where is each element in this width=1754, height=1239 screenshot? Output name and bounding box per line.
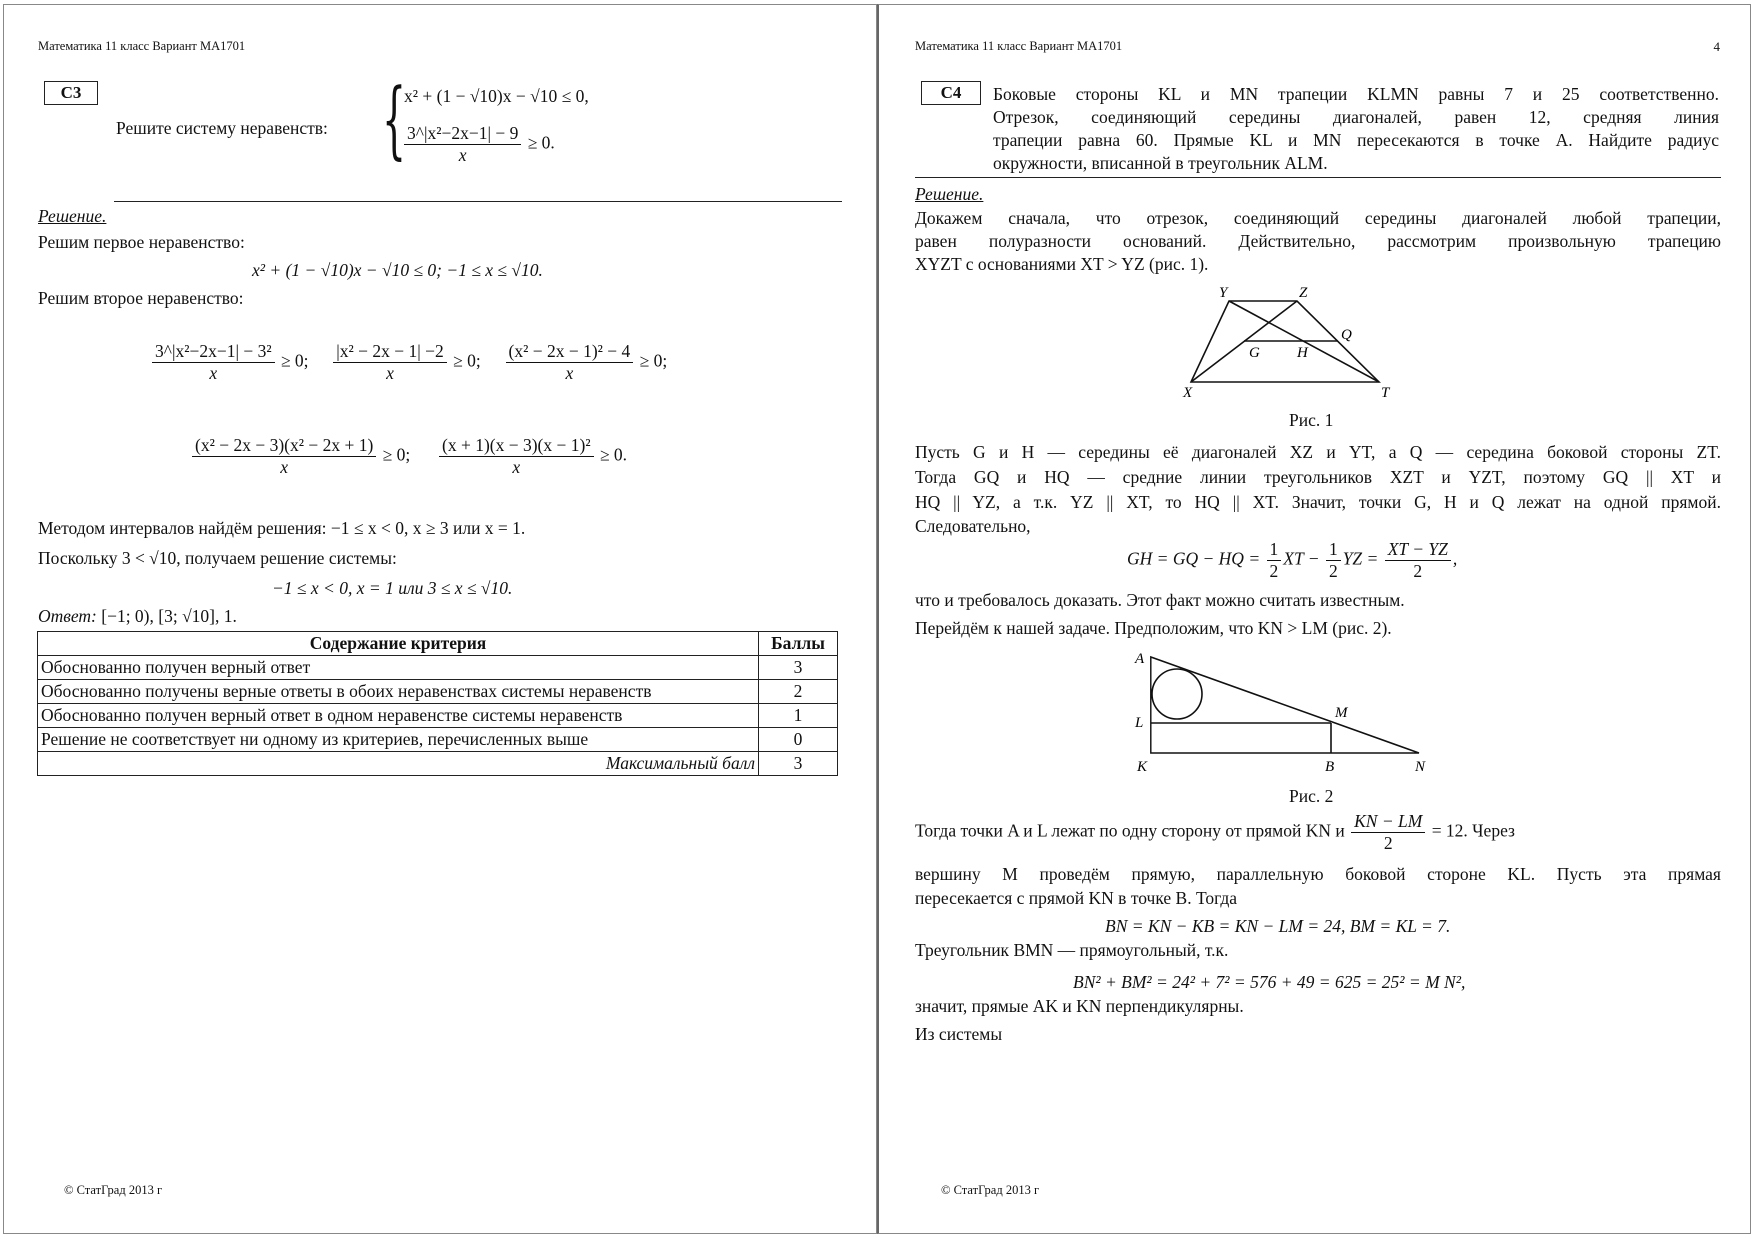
solution-label: Решение.	[38, 206, 107, 226]
system-solution: −1 ≤ x < 0, x = 1 или 3 ≤ x ≤ √10.	[272, 578, 513, 598]
page-header: Математика 11 класс Вариант МА1701	[915, 39, 1123, 53]
task-label-c4: С4	[921, 81, 981, 105]
perpendicular-line: значит, прямые AK и KN перпендикулярны.	[915, 996, 1244, 1016]
gh-yz: YZ =	[1342, 548, 1379, 569]
step1-c-num: (x² − 2x − 1)² − 4	[506, 341, 634, 363]
page-number: 4	[1713, 39, 1720, 54]
gh-xt: XT −	[1283, 548, 1320, 569]
step1-a-den: x	[209, 363, 218, 383]
system-brace: {	[382, 70, 407, 168]
criteria-header-content: Содержание критерия	[38, 632, 759, 656]
criteria-score: 3	[759, 656, 838, 680]
step1-b-num: |x² − 2x − 1| −2	[333, 341, 447, 363]
criteria-score: 0	[759, 728, 838, 752]
eq2-rhs: ≥ 0.	[527, 132, 555, 153]
gh-frac-den: 2	[1413, 561, 1423, 581]
task-line-3: трапеции равна 60. Прямые KL и MN пересекаются в точке A. Найдите радиус	[993, 130, 1719, 150]
label-z: Z	[1299, 285, 1308, 301]
second-inequality-line: Решим второе неравенство:	[38, 288, 244, 308]
triangle-line: Треугольник BMN — прямоугольный, т.к.	[915, 940, 1229, 960]
label-k: K	[1137, 759, 1148, 775]
step2-b-den: x	[512, 457, 521, 477]
fig1-caption: Рис. 1	[1289, 410, 1334, 430]
solution-label: Решение.	[915, 184, 984, 204]
answer-label: Ответ:	[38, 606, 97, 626]
label-y: Y	[1219, 285, 1228, 301]
step2-b-rel: ≥ 0.	[599, 444, 628, 465]
eq2-denominator: x	[458, 145, 467, 165]
figure-2-triangle	[1131, 645, 1431, 775]
step1-a-num: 3^|x²−2x−1| − 3²	[152, 341, 275, 363]
gh-frac-num: XT − YZ	[1385, 539, 1451, 561]
table-row	[38, 680, 838, 704]
fig2-caption: Рис. 2	[1289, 786, 1334, 806]
then-frac-den: 2	[1383, 833, 1393, 853]
intervals-line: Методом интервалов найдём решения: −1 ≤ x < 0, x ≥ 3 или x = 1.	[38, 518, 526, 538]
inscribed-circle	[1152, 669, 1202, 719]
answer-text: [−1; 0), [3; √10], 1.	[101, 606, 237, 626]
max-label: Максимальный балл	[38, 752, 759, 776]
page-footer: © СтатГрад 2013 г	[64, 1183, 163, 1197]
page-footer: © СтатГрад 2013 г	[941, 1183, 1040, 1197]
next-line: Перейдём к нашей задаче. Предположим, что KN > LM (рис. 2).	[915, 618, 1392, 638]
then-text-a: Тогда точки A и L лежат по одну сторону от прямой KN и	[915, 820, 1345, 841]
intro-line-2: равен полуразности оснований. Действительно, рассмотрим произвольную трапецию	[915, 231, 1721, 251]
criteria-header-row	[38, 632, 838, 656]
page-header: Математика 11 класс Вариант МА1701	[38, 39, 246, 53]
gh-comma: ,	[1452, 548, 1458, 569]
criteria-score: 1	[759, 704, 838, 728]
criteria-text: Обоснованно получены верные ответы в обоих неравенствах системы неравенств	[38, 680, 759, 704]
table-row	[38, 704, 838, 728]
figure-1-trapezoid	[1179, 281, 1429, 401]
criteria-text: Обоснованно получен верный ответ в одном неравенстве системы неравенств	[38, 704, 759, 728]
since-line: Поскольку 3 < √10, получаем решение системы:	[38, 548, 397, 568]
answer-line	[38, 605, 237, 628]
criteria-table	[37, 631, 838, 776]
step2-a-num: (x² − 2x − 3)(x² − 2x + 1)	[192, 435, 376, 457]
gh-formula	[1127, 539, 1457, 582]
vertex-line-2: пересекается с прямой KN в точке B. Тогда	[915, 888, 1238, 908]
step1-b-den: x	[386, 363, 394, 383]
intro-line-1: Докажем сначала, что отрезок, соединяющий середины диагоналей любой трапеции,	[915, 208, 1721, 228]
criteria-header-score: Баллы	[759, 632, 838, 656]
divider	[915, 177, 1721, 178]
pythagoras-formula: BN² + BM² = 24² + 7² = 576 + 49 = 625 = 25² = M N²,	[1073, 972, 1466, 992]
half-num: 1	[1326, 539, 1341, 561]
label-q: Q	[1341, 327, 1352, 343]
criteria-text: Обоснованно получен верный ответ	[38, 656, 759, 680]
task-line-1: Боковые стороны KL и MN трапеции KLMN равны 7 и 25 соответственно.	[993, 84, 1719, 104]
label-t: T	[1381, 385, 1390, 401]
label-x: X	[1183, 385, 1193, 401]
task-prompt: Решите систему неравенств:	[116, 118, 328, 138]
step2-row	[190, 435, 627, 478]
vertex-line-1: вершину M проведём прямую, параллельную боковой стороне KL. Пусть эта прямая	[915, 864, 1721, 884]
then-row	[915, 811, 1721, 854]
step1-a-rel: ≥ 0;	[280, 350, 309, 371]
label-l: L	[1135, 715, 1144, 731]
step1-c-rel: ≥ 0;	[639, 350, 668, 371]
system-equation-2	[402, 123, 555, 166]
label-a: A	[1135, 651, 1145, 667]
table-row	[38, 656, 838, 680]
proof-line-4: Следовательно,	[915, 516, 1031, 536]
task-line-2: Отрезок, соединяющий середины диагоналей, равен 12, средняя линия	[993, 107, 1719, 127]
then-text-b: = 12. Через	[1431, 820, 1515, 841]
triangle-akn	[1151, 657, 1419, 753]
eq2-numerator: 3^|x²−2x−1| − 9	[404, 123, 521, 145]
step2-a-den: x	[280, 457, 289, 477]
intro-line-3: XYZT с основаниями XT > YZ (рис. 1).	[915, 254, 1209, 274]
gh-left: GH = GQ − HQ =	[1127, 548, 1261, 569]
half-den: 2	[1328, 561, 1338, 581]
proven-line: что и требовалось доказать. Этот факт можно считать известным.	[915, 590, 1405, 610]
step1-c-den: x	[565, 363, 574, 383]
first-inequality-line: Решим первое неравенство:	[38, 232, 245, 252]
max-score: 3	[759, 752, 838, 776]
table-row	[38, 752, 838, 776]
then-frac-num: KN − LM	[1351, 811, 1425, 833]
bn-formula: BN = KN − KB = KN − LM = 24, BM = KL = 7.	[1105, 916, 1451, 936]
proof-line-3: HQ || YZ, а т.к. YZ || XT, то HQ || XT. Значит, точки G, H и Q лежат на одной прямой.	[915, 492, 1721, 512]
label-h: H	[1297, 345, 1308, 361]
step2-a-rel: ≥ 0;	[382, 444, 411, 465]
task-line-4: окружности, вписанной в треугольник ALM.	[993, 153, 1328, 173]
first-result: x² + (1 − √10)x − √10 ≤ 0; −1 ≤ x ≤ √10.	[252, 260, 543, 280]
divider	[114, 201, 842, 202]
label-n: N	[1415, 759, 1426, 775]
label-g: G	[1249, 345, 1260, 361]
half-num: 1	[1267, 539, 1282, 561]
label-b: B	[1325, 759, 1335, 775]
proof-line-1: Пусть G и H — середины её диагоналей XZ и YT, а Q — середина боковой стороны ZT.	[915, 442, 1721, 462]
proof-line-2: Тогда GQ и HQ — средние линии треугольников XZT и YZT, поэтому GQ || XT и	[915, 467, 1721, 487]
task-label-c3: С3	[44, 81, 98, 105]
left-page	[3, 4, 877, 1234]
criteria-text: Решение не соответствует ни одному из критериев, перечисленных выше	[38, 728, 759, 752]
step2-b-num: (x + 1)(x − 3)(x − 1)²	[439, 435, 594, 457]
step1-row	[150, 341, 667, 384]
right-page	[877, 4, 1751, 1234]
half-den: 2	[1269, 561, 1279, 581]
criteria-score: 2	[759, 680, 838, 704]
label-m: M	[1335, 705, 1348, 721]
from-system-line: Из системы	[915, 1024, 1003, 1044]
step1-b-rel: ≥ 0;	[453, 350, 481, 371]
table-row	[38, 728, 838, 752]
system-equation-1: x² + (1 − √10)x − √10 ≤ 0,	[404, 86, 589, 106]
